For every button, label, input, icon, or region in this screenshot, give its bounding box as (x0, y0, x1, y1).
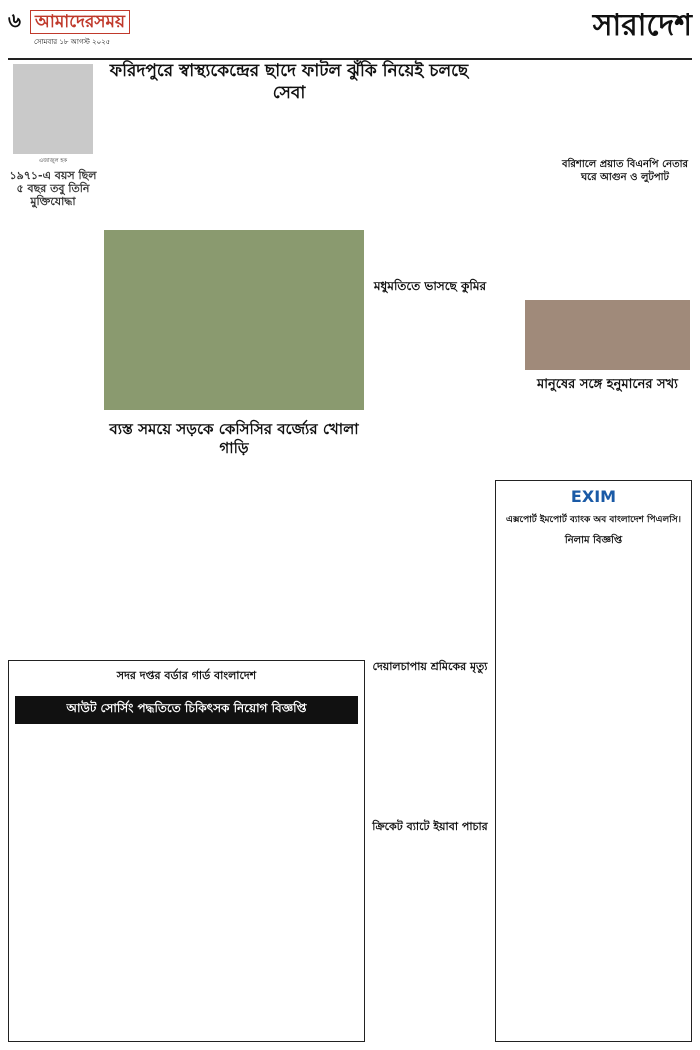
right-headline-2: মানুষের সঙ্গে হনুমানের সখ্য (537, 377, 678, 392)
lead-headline: ফরিদপুরে স্বাস্থ্যকেন্দ্রের ছাদে ফাটল ঝুঁকি নিয়েই চলছে সেবা (109, 61, 469, 103)
masthead (8, 6, 692, 60)
ad-title: আউট সোর্সিং পদ্ধতিতে চিকিৎসক নিয়োগ বিজ্ঞপ্তি (15, 696, 358, 724)
right-headline: বরিশালে প্রয়াত বিএনপি নেতার ঘরে আগুন ও লুটপাট (562, 159, 688, 183)
mid-headline-2: মধুমতিতে ভাসছে কুমির (373, 279, 487, 293)
ad-org: সদর দপ্তর বর্ডার গার্ড বাংলাদেশ (116, 669, 257, 682)
newspaper-logo: আমাদেরসময় (30, 10, 130, 34)
mid-headline-3: দেয়ালচাপায় শ্রমিকের মৃত্যু (372, 660, 488, 673)
bank-logo: EXIM (570, 487, 617, 506)
left-column (8, 62, 98, 212)
lead-photo (104, 230, 364, 410)
mid-headline-4: ক্রিকেট ব্যাটে ইয়াবা পাচার (372, 820, 488, 833)
right-photo (525, 300, 690, 370)
bank-auction-ad (495, 480, 692, 1042)
auction-notice: নিলাম বিজ্ঞপ্তি (564, 535, 623, 546)
date: সোমবার ১৮ আগস্ট ২০২৫ (34, 38, 111, 46)
page-number: ৬ (8, 8, 22, 32)
photo-caption: এজাজুল হক (38, 158, 68, 164)
bank-name: এক্সপোর্ট ইমপোর্ট ব্যাংক অব বাংলাদেশ পিএলসি। (506, 515, 681, 525)
portrait-photo (13, 64, 93, 154)
left-headline: ১৯৭১-এ বয়স ছিল ৫ বছর তবু তিনি মুক্তিযোদ্ধা (9, 169, 97, 208)
mid-headline: ব্যস্ত সময়ে সড়কে কেসিসির বর্জ্যের খোলা গাড়ি (109, 420, 359, 457)
section-title: সারাদেশ (592, 8, 692, 43)
recruitment-ad (8, 660, 365, 1042)
